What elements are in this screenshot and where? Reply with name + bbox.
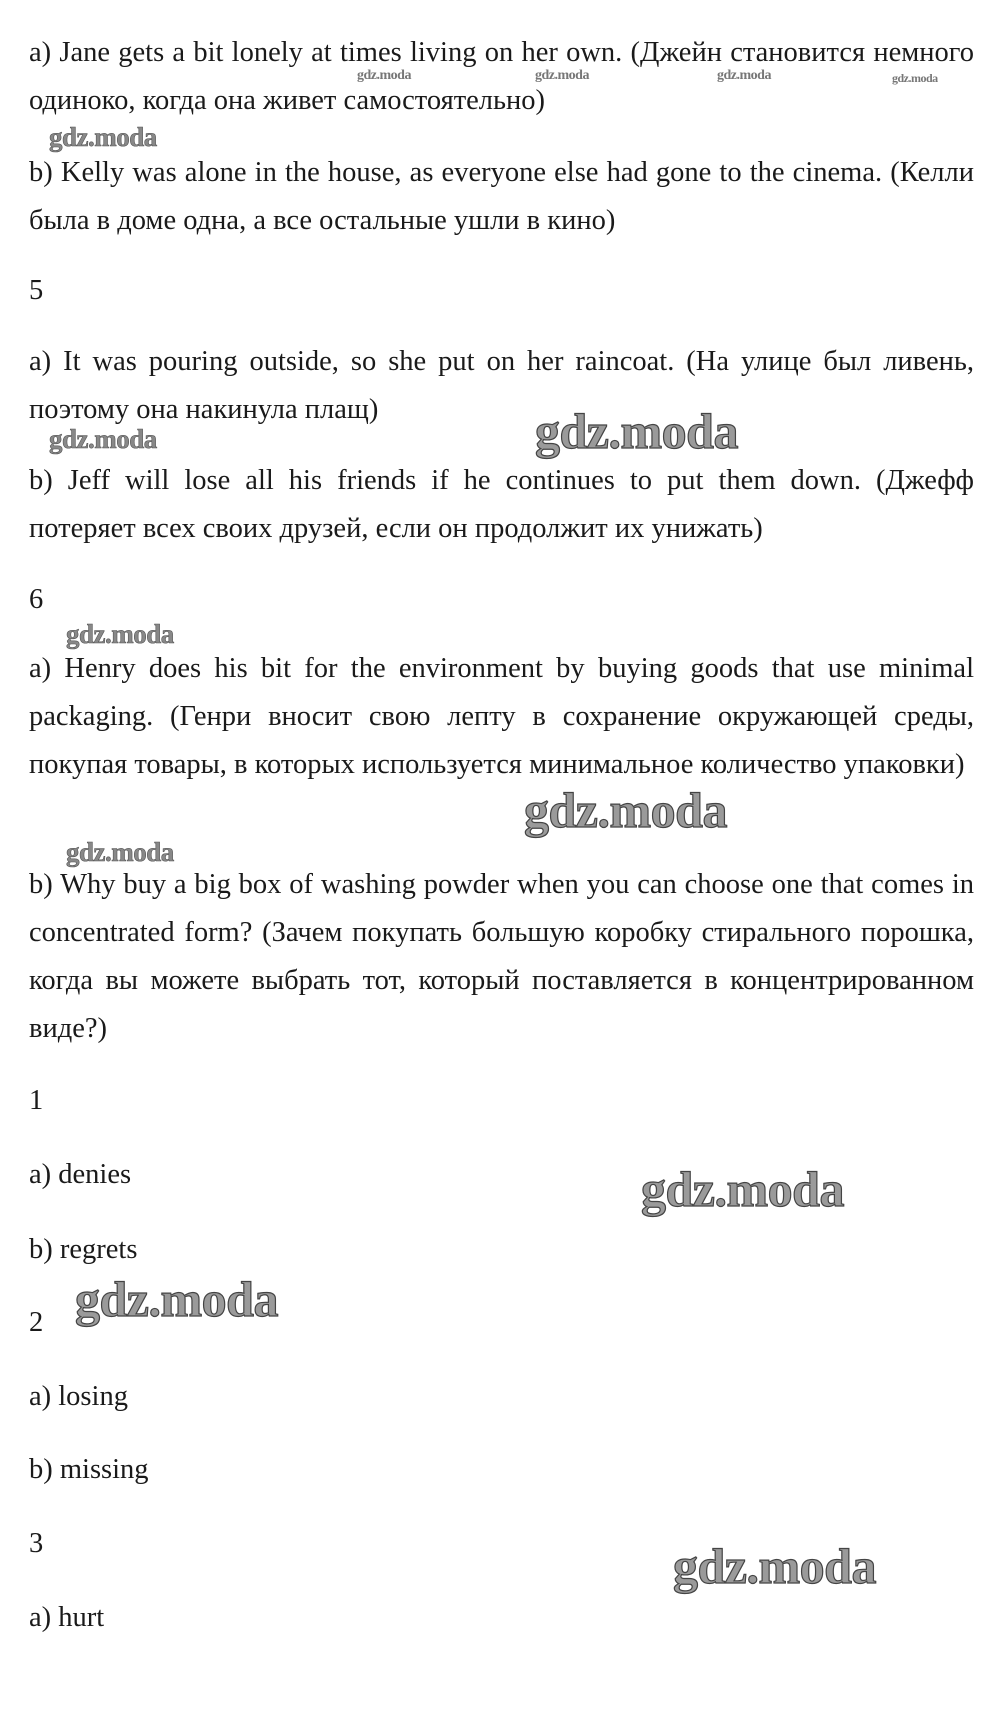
watermark: gdz.moda xyxy=(673,1538,876,1594)
answer-1b: b) regrets xyxy=(29,1234,138,1265)
watermark: gdz.moda xyxy=(49,424,157,454)
watermark: gdz.moda xyxy=(892,71,938,85)
watermark: gdz.moda xyxy=(75,1271,278,1327)
watermark: gdz.moda xyxy=(641,1161,844,1217)
answer-5a: a) It was pouring outside, so she put on her raincoat. (На улице был ливень, поэтому она накинула плащ) xyxy=(29,346,974,425)
watermark: gdz.moda xyxy=(535,403,738,459)
answer-1a: a) denies xyxy=(29,1159,132,1190)
section-number-2: 2 xyxy=(29,1307,44,1338)
answer-2a: a) losing xyxy=(29,1381,128,1412)
watermark: gdz.moda xyxy=(66,619,174,649)
answer-5b: b) Jeff will lose all his friends if he continues to put them down. (Джефф потеряет всех своих друзей, если он продолжит их унижать) xyxy=(29,465,974,544)
watermark: gdz.moda xyxy=(535,68,589,83)
answer-4a: a) Jane gets a bit lonely at times living on her own. (Джейн становится немного одиноко, когда она живет самостоятельно) xyxy=(29,37,974,116)
answer-6a: a) Henry does his bit for the environment by buying goods that use minimal packaging. (Генри вносит свою лепту в сохранение окружающей среды, покупая товары, в которых используется минимальное количество упаковки) xyxy=(29,653,974,780)
answer-2b: b) missing xyxy=(29,1454,149,1485)
answer-3a: a) hurt xyxy=(29,1602,105,1633)
section-number-3: 3 xyxy=(29,1528,44,1559)
answer-6b: b) Why buy a big box of washing powder when you can choose one that comes in concentrated form? (Зачем покупать большую коробку стирального порошка, когда вы можете выбрать тот, который поставляется в концентрированном виде?) xyxy=(29,869,974,1044)
answer-4b: b) Kelly was alone in the house, as everyone else had gone to the cinema. (Келли была в доме одна, а все остальные ушли в кино) xyxy=(29,157,974,236)
section-number-1: 1 xyxy=(29,1085,44,1116)
watermark: gdz.moda xyxy=(49,122,157,152)
watermark: gdz.moda xyxy=(717,68,771,83)
watermark: gdz.moda xyxy=(357,68,411,83)
section-number-5: 5 xyxy=(29,275,44,306)
watermark: gdz.moda xyxy=(524,782,727,838)
watermark: gdz.moda xyxy=(66,837,174,867)
section-number-6: 6 xyxy=(29,584,44,615)
